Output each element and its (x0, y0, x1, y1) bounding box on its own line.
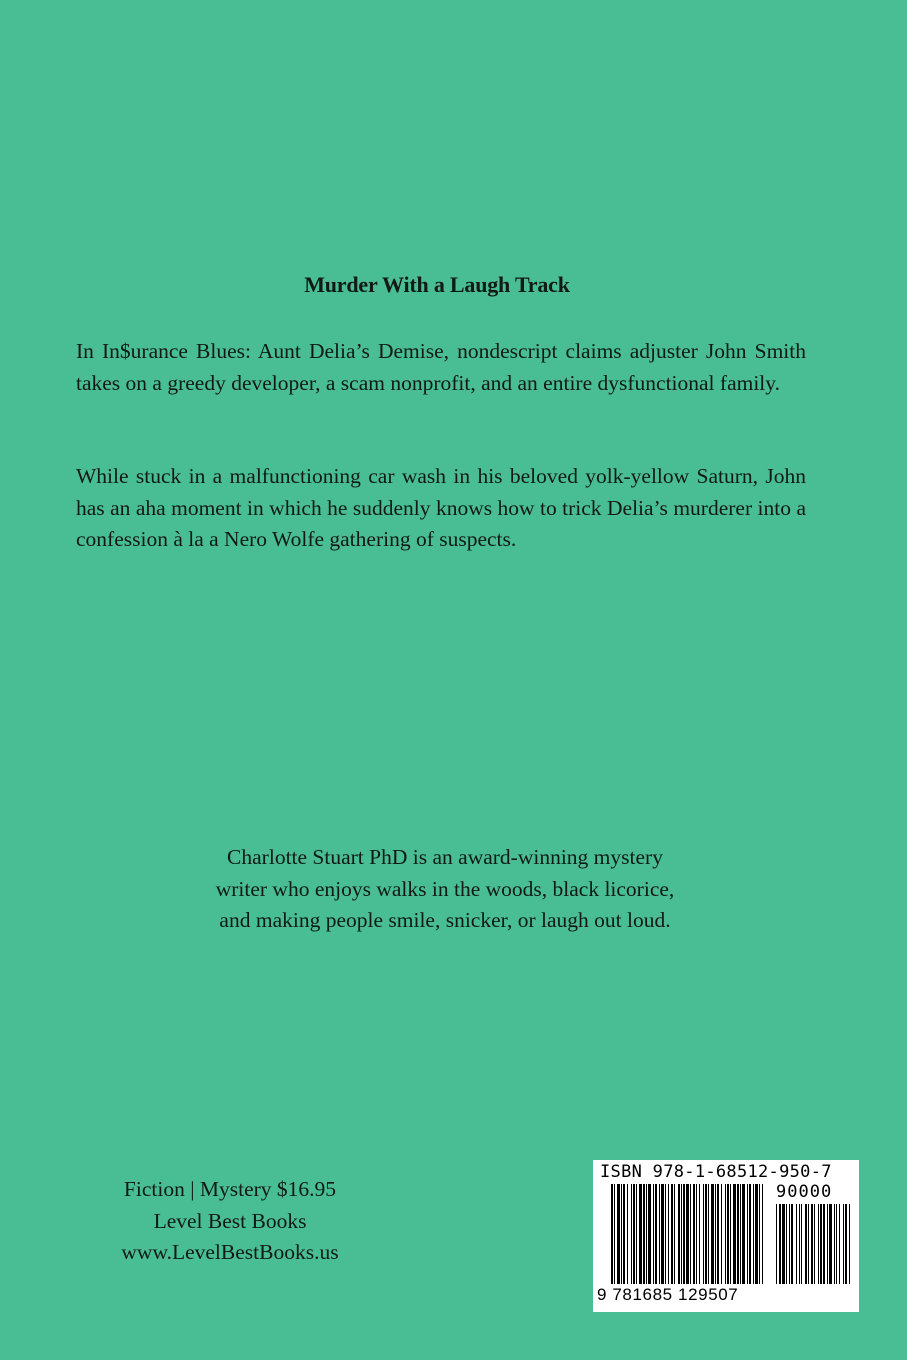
barcode-bar (627, 1184, 628, 1284)
barcode-bar (776, 1204, 777, 1284)
barcode-bar (801, 1204, 802, 1284)
publisher-website: www.LevelBestBooks.us (121, 1240, 339, 1264)
author-bio (150, 842, 740, 937)
barcode-bar (829, 1204, 832, 1284)
author-bio-line-1: Charlotte Stuart PhD is an award-winning mystery (227, 845, 663, 869)
publisher-info (90, 1174, 370, 1269)
barcode-bar (791, 1204, 793, 1284)
blurb-title: Murder With a Laugh Track (304, 272, 570, 297)
barcode-bar (648, 1184, 651, 1284)
barcode-bar (631, 1184, 632, 1284)
barcode-bar (737, 1184, 739, 1284)
barcode-bar (808, 1204, 809, 1284)
barcode-bar (727, 1184, 729, 1284)
barcode-bar (762, 1184, 763, 1284)
barcode-bar (696, 1184, 697, 1284)
author-bio-line-3: and making people smile, snicker, or laugh out loud. (219, 908, 671, 932)
barcode-bar (661, 1184, 664, 1284)
barcode-bar (646, 1184, 647, 1284)
barcode-bar (674, 1184, 675, 1284)
barcode-bar (779, 1204, 781, 1284)
barcode-bar (820, 1204, 822, 1284)
barcode-bar (827, 1204, 828, 1284)
publisher-name: Level Best Books (153, 1208, 307, 1233)
barcode-bar (693, 1184, 695, 1284)
barcode-bar (789, 1204, 790, 1284)
barcode-bar (683, 1184, 685, 1284)
barcode-bar (633, 1184, 635, 1284)
price-code: 90000 (776, 1182, 833, 1202)
barcode-bar (742, 1184, 745, 1284)
barcode-bar (786, 1204, 787, 1284)
barcode-bar (653, 1184, 654, 1284)
author-bio-line-2: writer who enjoys walks in the woods, black licorice, (215, 876, 675, 901)
barcode-bar (705, 1184, 707, 1284)
barcode-bar (823, 1204, 825, 1284)
barcode-bar (755, 1184, 758, 1284)
barcode-bar (725, 1184, 726, 1284)
isbn-digits: 9 781685 129507 (597, 1285, 739, 1304)
barcode-bar (834, 1204, 835, 1284)
barcode-bar (699, 1184, 700, 1284)
barcode-bar (740, 1184, 741, 1284)
barcode-bar (671, 1184, 673, 1284)
blurb-paragraph-2: While stuck in a malfunctioning car wash in his beloved yolk-yellow Saturn, John has an aha moment in which he suddenly knows how to trick Delia’s murderer into a confession à la a Nero Wolfe gathering of suspects. (76, 464, 806, 551)
barcode-bar (753, 1184, 754, 1284)
barcode-bar (796, 1204, 797, 1284)
barcode-bar (665, 1184, 666, 1284)
barcode-bar (759, 1184, 760, 1284)
barcode-bar (733, 1184, 736, 1284)
barcode-bar (636, 1184, 637, 1284)
barcode-bar (686, 1184, 689, 1284)
barcode-bar (799, 1204, 800, 1284)
barcode-bar (839, 1204, 840, 1284)
barcode-bar (623, 1184, 625, 1284)
barcode-bar (836, 1204, 837, 1284)
barcode-bar (814, 1204, 815, 1284)
barcode-bar (805, 1204, 807, 1284)
barcode-bar (721, 1184, 722, 1284)
barcode-bar (681, 1184, 682, 1284)
barcode-bar (747, 1184, 748, 1284)
category-price: Fiction | Mystery $16.95 (123, 1177, 337, 1201)
barcode-bar (730, 1184, 731, 1284)
barcode-bar (690, 1184, 691, 1284)
barcode-bar (668, 1184, 669, 1284)
barcode-bar (717, 1184, 719, 1284)
barcode-bar (639, 1184, 642, 1284)
isbn-barcode (593, 1160, 859, 1312)
barcode-bar (655, 1184, 657, 1284)
isbn-label: ISBN 978-1-68512-950-7 (600, 1162, 832, 1182)
barcode-bar (843, 1204, 844, 1284)
barcode-bar (711, 1184, 714, 1284)
barcode-bar (611, 1184, 613, 1284)
barcode-bar (811, 1204, 813, 1284)
barcode-bar (614, 1184, 615, 1284)
barcode-bar (749, 1184, 751, 1284)
barcode-bar (643, 1184, 645, 1284)
barcode-bar (621, 1184, 622, 1284)
barcode-bar (782, 1204, 785, 1284)
blurb-paragraph-1: In In$urance Blues: Aunt Delia’s Demise, nondescript claims adjuster John Smith takes on a greedy developer, a scam nonprofit, and an entire dysfunctional family. (76, 339, 806, 395)
barcode-bar (715, 1184, 716, 1284)
barcode-bar (708, 1184, 709, 1284)
barcode-bar (703, 1184, 704, 1284)
barcode-bar (845, 1204, 847, 1284)
barcode-bar (659, 1184, 660, 1284)
barcode-bar (678, 1184, 680, 1284)
barcode-bar (818, 1204, 819, 1284)
barcode-bar (849, 1204, 850, 1284)
barcode-bar (617, 1184, 620, 1284)
